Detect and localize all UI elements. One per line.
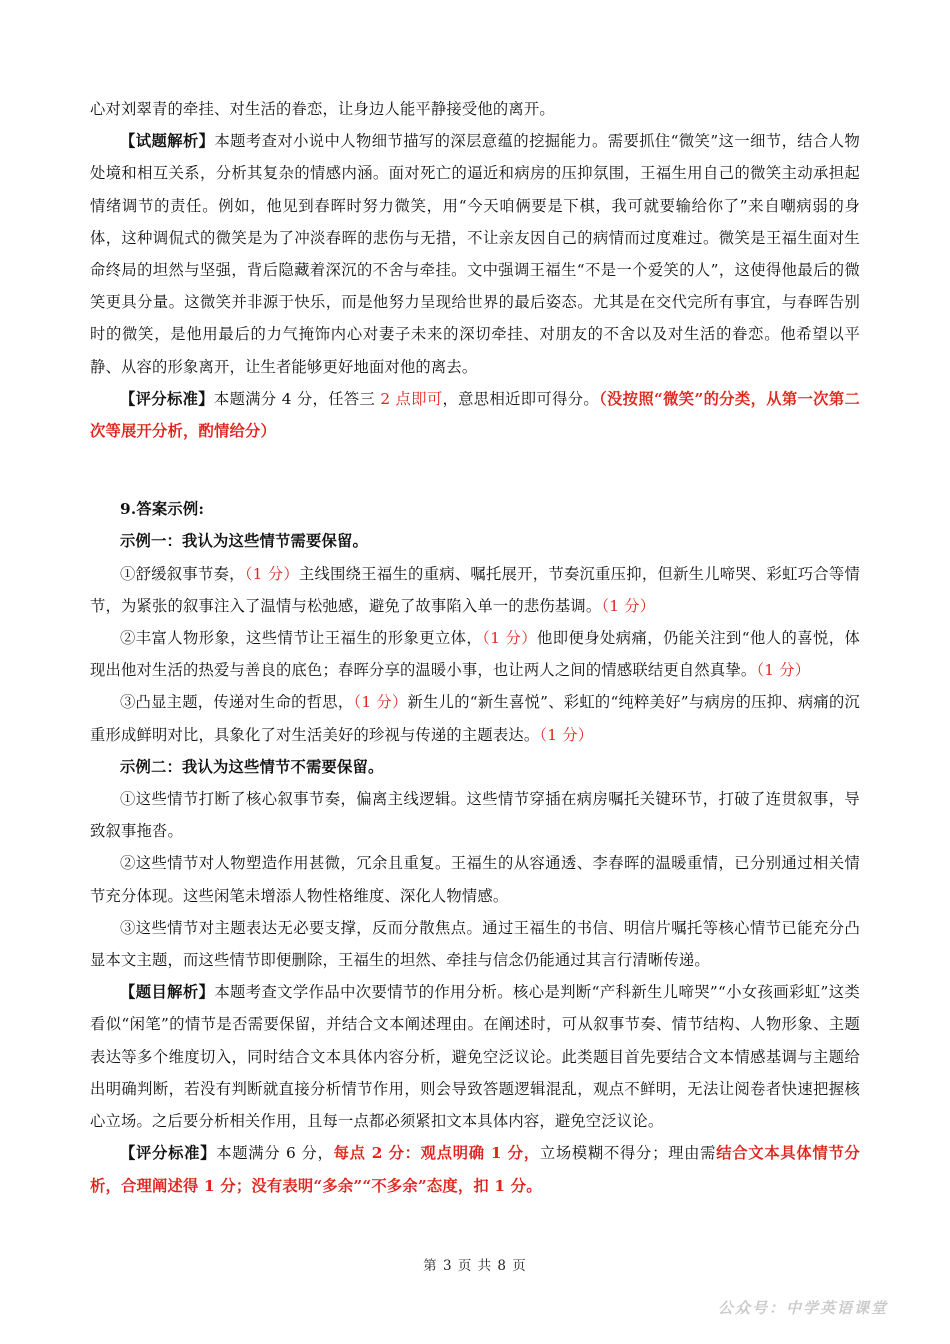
example1-point3: ③凸显主题，传递对生命的哲思，（1 分）新生儿的“新生喜悦”、彩虹的“纯粹美好”与病房的压抑、病痛的沉重形成鲜明对比，具象化了对生活美好的珍视与传递的主题表达。（1 分） <box>90 693 860 744</box>
example1-point2: ②丰富人物形象，这些情节让王福生的形象更立体，（1 分）他即便身处病痛，仍能关注到“他人的喜悦，体现出他对生活的热爱与善良的底色；春晖分享的温暖小事，也让两人之间的情感联结更自然真挚。（1 分） <box>90 629 860 680</box>
q9-scoring: 【评分标准】本题满分 6 分，每点 2 分：观点明确 1 分，立场模糊不得分；理由需结合文本具体情节分析，合理阐述得 1 分；没有表明“多余”“不多余”态度，扣 1 分。 <box>90 1144 861 1195</box>
analysis-text: 本题考查文学作品中次要情节的作用分析。核心是判断“产科新生儿啼哭”“小女孩画彩虹”这类看似“闲笔”的情节是否需要保留，并结合文本阐述理由。在阐述时，可从叙事节奏、情节结构、人物形象、主题表达等多个维度切入，同时结合文本具体内容分析，避免空泛议论。此类题目首先要结合文本情感基调与主题给出明确判断，若没有判断就直接分析情节作用，则会导致答题逻辑混乱，观点不鲜明，无法让阅卷者快速把握核心立场。之后要分析相关作用，且每一点都必须紧扣文本具体内容，避免空泛议论。 <box>90 983 860 1131</box>
example1-point1: ①舒缓叙事节奏，（1 分）主线围绕王福生的重病、嘱托展开，节奏沉重压抑，但新生儿啼哭、彩虹巧合等情节，为紧张的叙事注入了温情与松弛感，避免了故事陷入单一的悲伤基调。（1 分） <box>90 564 860 615</box>
analysis-label: 【试题解析】 <box>120 132 215 151</box>
section-gap <box>90 447 860 493</box>
score-mark: （1 分） <box>482 629 538 648</box>
scoring-note: 结合文本具体情节分析，合理阐述得 1 分；没有表明“多余”“不多余”态度，扣 1 分。 <box>90 1144 861 1195</box>
scoring-highlight: 2 点即可 <box>380 389 443 408</box>
analysis-label: 【题目解析】 <box>120 983 215 1002</box>
score-mark: （1 分） <box>756 661 811 680</box>
example2-point2: ②这些情节对人物塑造作用甚微，冗余且重复。王福生的从容通透、李春晖的温暖重情，已分别通过相关情节充分体现。这些闲笔未增添人物性格维度、深化人物情感。 <box>90 854 860 905</box>
scoring-note: （没按照“微笑”的分类，从第一次第二次等展开分析，酌情给分） <box>90 389 860 441</box>
q8-scoring: 【评分标准】本题满分 4 分，任答三 2 点即可，意思相近即可得分。（没按照“微笑”的分类，从第一次第二次等展开分析，酌情给分） <box>90 389 860 441</box>
example2-point1: ①这些情节打断了核心叙事节奏，偏离主线逻辑。这些情节穿插在病房嘱托关键环节，打破了连贯叙事，导致叙事拖沓。 <box>90 790 860 841</box>
page-content <box>90 93 860 1202</box>
q8-analysis <box>90 125 860 383</box>
q8-answer-tail: 心对刘翠青的牵挂、对生活的眷恋，让身边人能平静接受他的离开。 <box>90 100 555 118</box>
scoring-highlight: 每点 2 分：观点明确 1 分， <box>333 1144 540 1163</box>
scoring-label: 【评分标准】 <box>120 389 214 408</box>
example2-point3: ③这些情节对主题表达无必要支撑，反而分散焦点。通过王福生的书信、明信片嘱托等核心情节已能充分凸显本文主题，而这些情节即便删除，王福生的坦然、牵挂与信念仍能通过其言行清晰传递。 <box>90 918 860 970</box>
scoring-label: 【评分标准】 <box>120 1144 217 1163</box>
score-mark: （1 分） <box>353 693 408 712</box>
watermark: 公众号：中学英语课堂 <box>717 1299 888 1317</box>
analysis-text: 本题考查对小说中人物细节描写的深层意蕴的挖掘能力。需要抓住“微笑”这一细节，结合人物处境和相互关系，分析其复杂的情感内涵。面对死亡的逼近和病房的压抑氛围，王福生用自己的微笑主动承担起情绪调节的责任。例如，他见到春晖时努力微笑，用“今天咱俩要是下棋，我可就要输给你了”来自嘲病弱的身体，这种调侃式的微笑是为了冲淡春晖的悲伤与无措，不让亲友因自己的病情而过度难过。微笑是王福生面对生命终局的坦然与坚强，背后隐藏着深沉的不舍与牵挂。文中强调王福生“不是一个爱笑的人”，这使得他最后的微笑更具分量。这微笑并非源于快乐，而是他努力呈现给世界的最后姿态。尤其是在交代完所有事宜，与春晖告别时的微笑，是他用最后的力气掩饰内心对妻子未来的深切牵挂、对朋友的不舍以及对生活的眷恋。他希望以平静、从容的形象离开，让生者能够更好地面对他的离去。 <box>90 132 861 376</box>
example1-title: 示例一：我认为这些情节需要保留。 <box>120 532 368 551</box>
example2-title: 示例二：我认为这些情节不需要保留。 <box>120 757 384 776</box>
score-mark: （1 分） <box>601 596 656 615</box>
q9-heading: 9.答案示例: <box>120 500 205 519</box>
q9-analysis <box>90 976 860 1137</box>
score-mark: （1 分） <box>244 564 299 583</box>
page-number: 第 3 页 共 8 页 <box>423 1258 527 1274</box>
score-mark: （1 分） <box>539 725 594 744</box>
